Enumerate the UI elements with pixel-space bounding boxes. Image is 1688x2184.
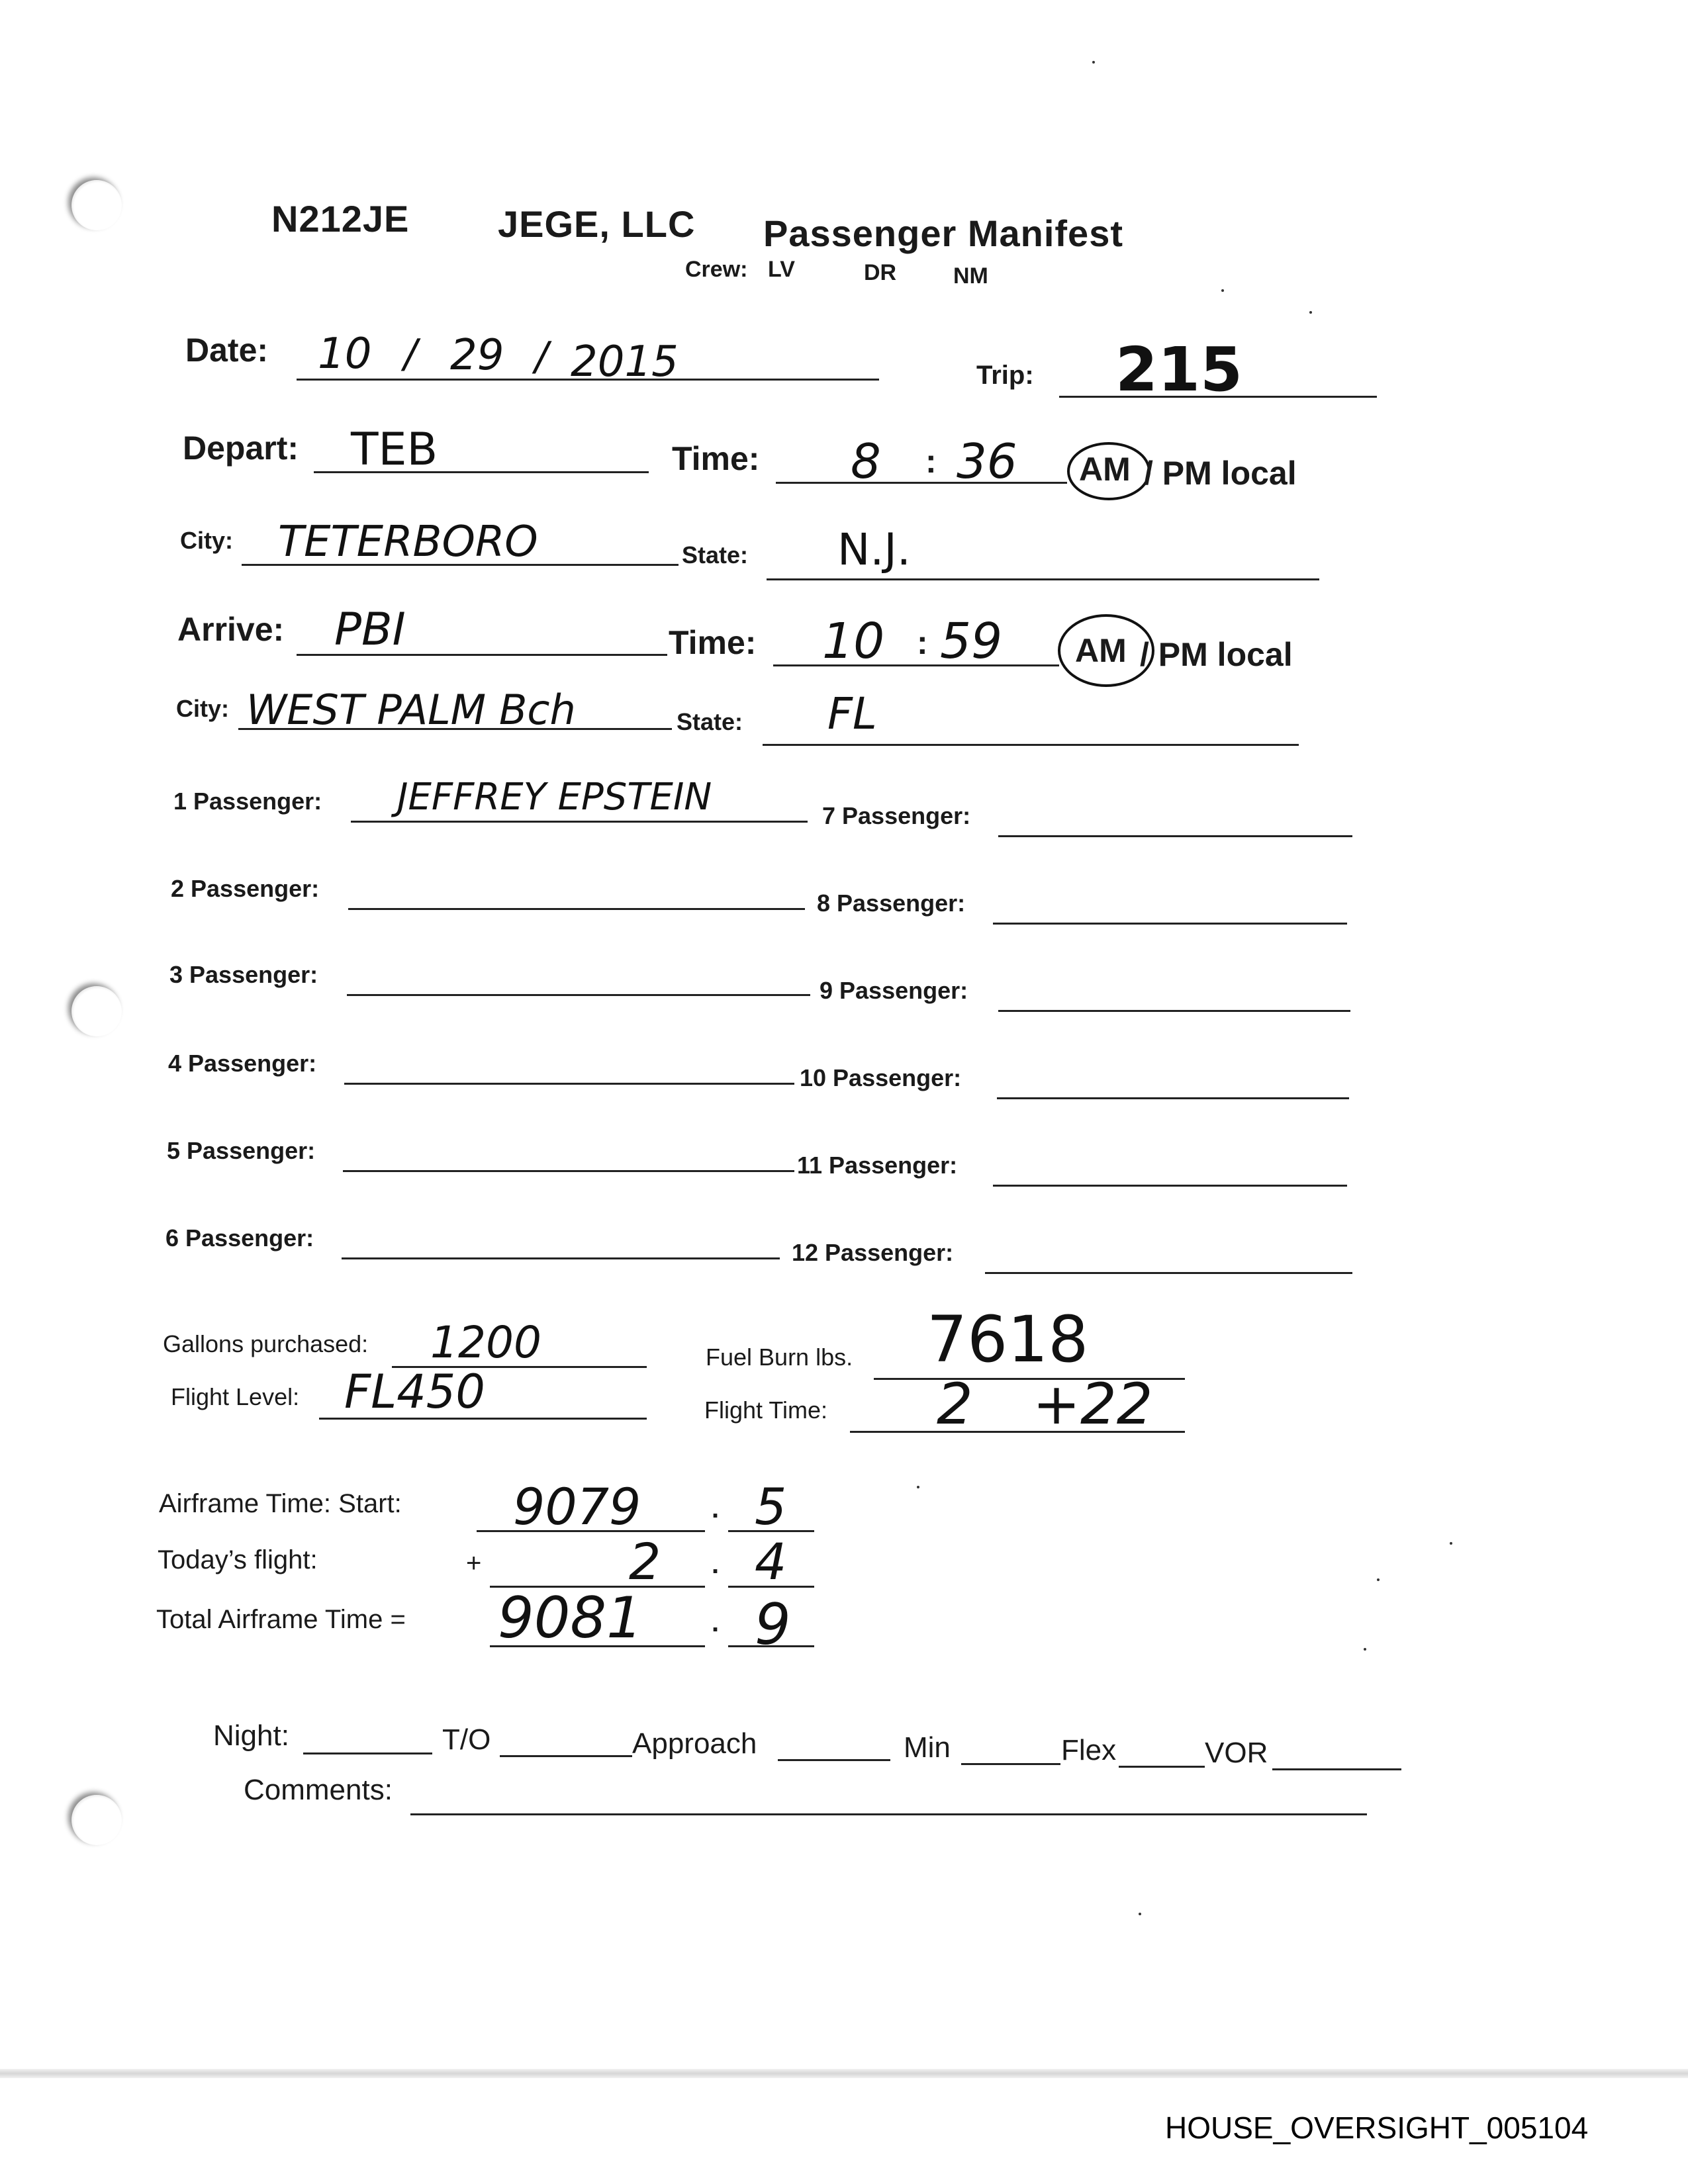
vor-label: VOR bbox=[1205, 1737, 1268, 1769]
arrive-pm-local: / PM local bbox=[1140, 636, 1293, 673]
depart-state-label: State: bbox=[682, 541, 749, 569]
passenger-10-label: 10 Passenger: bbox=[800, 1064, 962, 1091]
passenger-4-line bbox=[344, 1083, 794, 1085]
crew-label: Crew: bbox=[685, 257, 748, 282]
form-title: Passenger Manifest bbox=[763, 212, 1123, 254]
passenger-8-label: 8 Passenger: bbox=[817, 889, 966, 917]
passenger-10-line bbox=[997, 1097, 1349, 1099]
passenger-9-label: 9 Passenger: bbox=[820, 977, 968, 1004]
airframe-start-decimal: . bbox=[712, 1494, 720, 1524]
crew-member-2: DR bbox=[864, 260, 897, 285]
depart-time-label: Time: bbox=[672, 440, 760, 477]
arrive-am: AM bbox=[1075, 632, 1127, 669]
arrive-state: FL bbox=[827, 688, 877, 739]
passenger-3-line bbox=[347, 994, 810, 996]
depart-city-label: City: bbox=[180, 527, 233, 554]
flex-label: Flex bbox=[1061, 1734, 1117, 1766]
binder-hole-middle bbox=[71, 986, 122, 1036]
arrive-label: Arrive: bbox=[177, 611, 285, 648]
depart-am: AM bbox=[1079, 451, 1131, 488]
arrive-time-colon: : bbox=[917, 624, 928, 661]
passenger-1-name: JEFFREY EPSTEIN bbox=[397, 776, 712, 819]
binder-hole-bottom bbox=[71, 1795, 122, 1845]
arrive-city: WEST PALM Bch bbox=[246, 686, 576, 734]
date-year: 2015 bbox=[571, 338, 679, 387]
depart-minute: 36 bbox=[957, 433, 1017, 489]
comments-line bbox=[410, 1813, 1367, 1815]
depart-state: N.J. bbox=[837, 524, 911, 575]
scan-speck bbox=[917, 1486, 919, 1488]
to-label: T/O bbox=[442, 1723, 491, 1756]
scan-speck bbox=[1221, 289, 1224, 292]
vor-line bbox=[1272, 1768, 1401, 1770]
arrive-state-line bbox=[763, 744, 1299, 746]
todays-flight-tenth: 4 bbox=[755, 1532, 787, 1591]
scan-speck bbox=[1364, 1648, 1366, 1651]
date-sep-1: / bbox=[404, 331, 418, 377]
company-name: JEGE, LLC bbox=[498, 203, 696, 245]
gallons-value: 1200 bbox=[430, 1317, 541, 1368]
airframe-start-label: Airframe Time: Start: bbox=[159, 1489, 402, 1518]
total-airframe-decimal: . bbox=[712, 1608, 720, 1637]
passenger-2-line bbox=[348, 908, 805, 910]
to-line bbox=[500, 1755, 632, 1757]
date-sep-2: / bbox=[535, 334, 549, 380]
scan-speck bbox=[1450, 1542, 1452, 1545]
passenger-8-line bbox=[993, 923, 1347, 925]
passenger-5-label: 5 Passenger: bbox=[167, 1137, 316, 1164]
passenger-11-label: 11 Passenger: bbox=[797, 1152, 958, 1179]
date-month: 10 bbox=[318, 330, 372, 379]
passenger-9-line bbox=[998, 1010, 1350, 1012]
passenger-11-line bbox=[993, 1185, 1347, 1187]
fuel-burn-value: 7618 bbox=[927, 1302, 1089, 1377]
flight-time-label: Flight Time: bbox=[704, 1396, 828, 1424]
min-line bbox=[961, 1763, 1060, 1765]
arrive-state-label: State: bbox=[677, 708, 743, 735]
date-label: Date: bbox=[185, 332, 269, 369]
depart-city: TETERBORO bbox=[278, 518, 538, 567]
todays-flight-label: Today’s flight: bbox=[158, 1545, 318, 1574]
total-airframe-tenth: 9 bbox=[755, 1592, 791, 1658]
bates-number: HOUSE_OVERSIGHT_005104 bbox=[1165, 2111, 1589, 2145]
airframe-start-tenth: 5 bbox=[755, 1477, 787, 1536]
crew-member-1: LV bbox=[768, 257, 795, 282]
flight-level-value: FL450 bbox=[344, 1365, 485, 1419]
passenger-6-line bbox=[342, 1257, 780, 1259]
depart-airport: TEB bbox=[351, 424, 438, 476]
crew-member-3: NM bbox=[953, 263, 988, 289]
todays-flight-decimal: . bbox=[712, 1550, 720, 1579]
total-airframe-whole: 9081 bbox=[498, 1585, 643, 1651]
passenger-12-line bbox=[985, 1272, 1352, 1274]
scan-speck bbox=[1092, 61, 1095, 64]
passenger-1-line bbox=[351, 821, 808, 823]
passenger-3-label: 3 Passenger: bbox=[169, 961, 318, 988]
todays-flight-plus: + bbox=[466, 1549, 482, 1578]
passenger-7-label: 7 Passenger: bbox=[822, 802, 971, 829]
todays-flight-whole: 2 bbox=[629, 1532, 661, 1591]
trip-number: 215 bbox=[1115, 334, 1243, 405]
depart-hour: 8 bbox=[851, 433, 881, 489]
date-day: 29 bbox=[450, 331, 504, 380]
passenger-2-label: 2 Passenger: bbox=[171, 875, 320, 902]
passenger-4-label: 4 Passenger: bbox=[168, 1050, 317, 1077]
arrive-minute: 59 bbox=[940, 613, 1003, 670]
trip-label: Trip: bbox=[976, 361, 1034, 390]
night-label: Night: bbox=[213, 1719, 289, 1752]
passenger-12-label: 12 Passenger: bbox=[792, 1239, 954, 1266]
comments-label: Comments: bbox=[244, 1774, 393, 1806]
depart-state-line bbox=[767, 578, 1319, 580]
gallons-label: Gallons purchased: bbox=[163, 1330, 369, 1357]
flight-level-label: Flight Level: bbox=[171, 1383, 300, 1410]
arrive-city-label: City: bbox=[176, 695, 229, 722]
depart-label: Depart: bbox=[183, 430, 299, 467]
approach-line bbox=[778, 1759, 890, 1761]
passenger-6-label: 6 Passenger: bbox=[165, 1224, 314, 1251]
scan-speck bbox=[1309, 311, 1312, 314]
flight-time-minutes: +22 bbox=[1033, 1371, 1153, 1437]
passenger-5-line bbox=[343, 1170, 794, 1172]
arrive-airport: PBI bbox=[334, 604, 406, 656]
night-line bbox=[303, 1752, 432, 1754]
flex-line bbox=[1119, 1766, 1205, 1768]
min-label: Min bbox=[904, 1731, 951, 1764]
arrive-time-line bbox=[773, 664, 1059, 666]
arrive-time-label: Time: bbox=[669, 624, 757, 661]
depart-time-colon: : bbox=[925, 443, 937, 480]
total-airframe-label: Total Airframe Time = bbox=[156, 1605, 406, 1634]
scan-speck bbox=[1377, 1578, 1380, 1581]
approach-label: Approach bbox=[632, 1727, 757, 1760]
fuel-burn-label: Fuel Burn lbs. bbox=[706, 1343, 853, 1371]
scan-edge bbox=[0, 2069, 1688, 2078]
binder-hole-top bbox=[71, 180, 122, 230]
airframe-start-whole: 9079 bbox=[513, 1477, 641, 1536]
depart-time-line bbox=[776, 482, 1067, 484]
passenger-1-label: 1 Passenger: bbox=[173, 788, 322, 815]
arrive-hour: 10 bbox=[822, 613, 885, 670]
depart-pm-local: / PM local bbox=[1144, 455, 1297, 492]
tail-number: N212JE bbox=[271, 198, 410, 240]
flight-time-hours: 2 bbox=[937, 1371, 973, 1437]
scan-speck bbox=[1139, 1913, 1141, 1915]
passenger-7-line bbox=[998, 835, 1352, 837]
